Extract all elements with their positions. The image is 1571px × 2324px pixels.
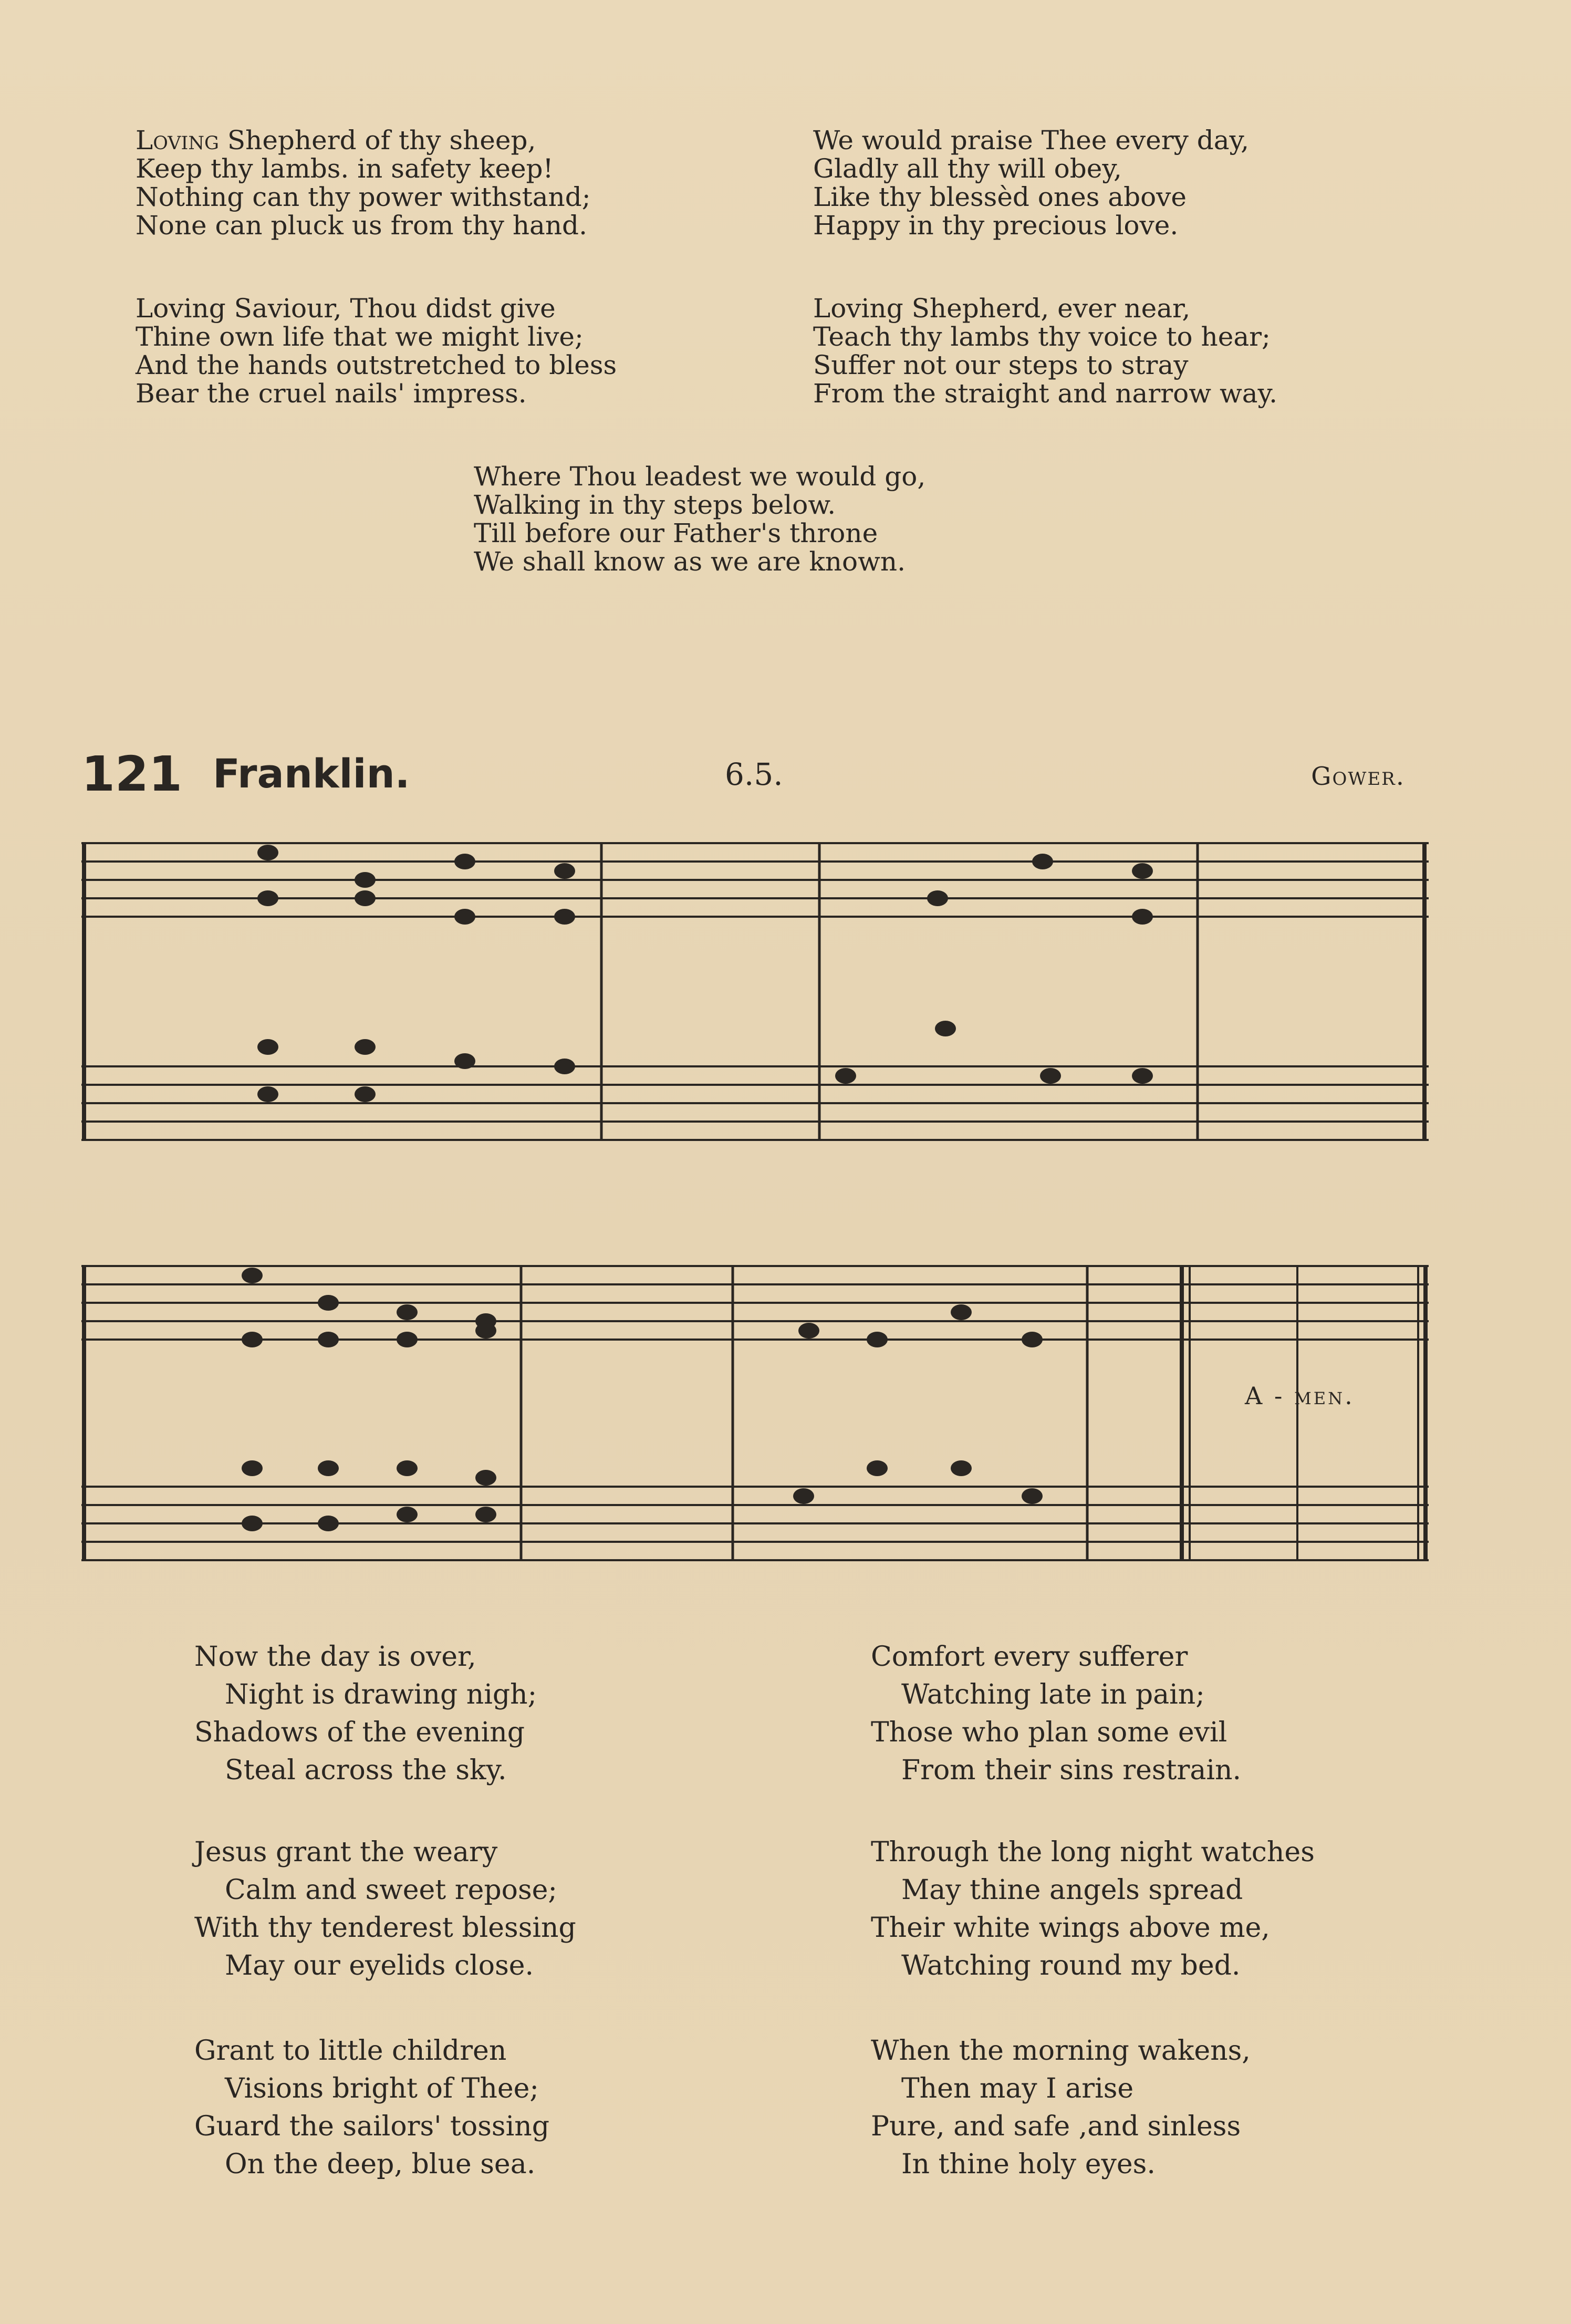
verse-line: Walking in thy steps below. xyxy=(474,490,836,520)
verse-line: And the hands outstretched to bless xyxy=(136,350,617,380)
verse-line: Keep thy lambs. in safety keep! xyxy=(136,153,554,184)
score-system-2 xyxy=(81,1266,1429,1560)
score-notes-1 xyxy=(257,845,1153,1102)
hymn-number: 121 xyxy=(81,746,183,802)
verse-first-word: Loving xyxy=(136,125,219,155)
verse-line: Thine own life that we might live; xyxy=(136,321,584,352)
verse-line: Guard the sailors' tossing xyxy=(194,2111,549,2142)
verse-line: When the morning wakens, xyxy=(871,2035,1251,2067)
verse-bottom-1 xyxy=(194,1638,537,1789)
verse-line: Through the long night watches xyxy=(871,1837,1315,1868)
verse-line: May thine angels spread xyxy=(901,1874,1243,1906)
verse-line: Then may I arise xyxy=(901,2073,1134,2104)
verse-line: On the deep, blue sea. xyxy=(225,2149,536,2180)
bass-staff xyxy=(81,1487,1429,1560)
verse-line: From their sins restrain. xyxy=(901,1755,1242,1786)
verse-line: Grant to little children xyxy=(194,2035,507,2067)
verse-line: We would praise Thee every day, xyxy=(813,125,1250,155)
verse-line: Visions bright of Thee; xyxy=(225,2073,539,2104)
verse-bottom-5 xyxy=(194,2032,549,2183)
verse-line: None can pluck us from thy hand. xyxy=(136,210,587,241)
treble-staff xyxy=(81,1266,1429,1340)
verse-line: Where Thou leadest we would go, xyxy=(474,461,926,492)
verse-bottom-4 xyxy=(871,1833,1315,1985)
verse-line: Loving Shepherd, ever near, xyxy=(813,293,1191,324)
verse-line: Happy in thy precious love. xyxy=(813,210,1179,241)
bass-staff xyxy=(81,1066,1429,1140)
verse-bottom-3 xyxy=(194,1833,576,1985)
verse-line: From the straight and narrow way. xyxy=(813,378,1278,409)
verse-line: We shall know as we are known. xyxy=(474,546,906,577)
verse-line: Steal across the sky. xyxy=(225,1755,507,1786)
verse-line: Watching late in pain; xyxy=(901,1679,1205,1710)
verse-line: Till before our Father's throne xyxy=(474,518,878,548)
treble-staff xyxy=(81,843,1429,917)
amen-label: A - men. xyxy=(1245,1382,1355,1410)
verse-line: Teach thy lambs thy voice to hear; xyxy=(813,321,1271,352)
hymn-composer: Gower. xyxy=(1311,762,1405,791)
verse-line: May our eyelids close. xyxy=(225,1950,534,1981)
verse-line: Comfort every sufferer xyxy=(871,1641,1188,1673)
score-system-1 xyxy=(81,843,1429,1140)
verse-line: Those who plan some evil xyxy=(871,1717,1227,1748)
hymn-tune-name: Franklin. xyxy=(213,750,410,797)
verse-line: Suffer not our steps to stray xyxy=(813,350,1189,380)
verse-line: Jesus grant the weary xyxy=(194,1837,498,1868)
verse-line: Shadows of the evening xyxy=(194,1717,525,1748)
verse-line: In thine holy eyes. xyxy=(901,2149,1156,2180)
verse-line: Bear the cruel nails' impress. xyxy=(136,378,527,409)
verse-line: With thy tenderest blessing xyxy=(194,1912,576,1944)
verse-line: Night is drawing nigh; xyxy=(225,1679,537,1710)
verse-line: Their white wings above me, xyxy=(871,1912,1270,1944)
verse-bottom-2 xyxy=(871,1638,1241,1789)
verse-line: Gladly all thy will obey, xyxy=(813,153,1122,184)
verse-line: Loving Saviour, Thou didst give xyxy=(136,293,556,324)
verse-line: Watching round my bed. xyxy=(901,1950,1241,1981)
verse-line: Now the day is over, xyxy=(194,1641,476,1673)
verse-line: Pure, and safe ,and sinless xyxy=(871,2111,1241,2142)
verse-line: Nothing can thy power withstand; xyxy=(136,182,591,212)
verse-bottom-6 xyxy=(871,2032,1251,2183)
score-notes-2 xyxy=(242,1268,1043,1531)
verse-line: Like thy blessèd ones above xyxy=(813,182,1187,212)
verse-line: Calm and sweet repose; xyxy=(225,1874,557,1906)
hymn-meter: 6.5. xyxy=(725,756,783,792)
verse-line: Loving Shepherd of thy sheep, xyxy=(136,125,536,155)
